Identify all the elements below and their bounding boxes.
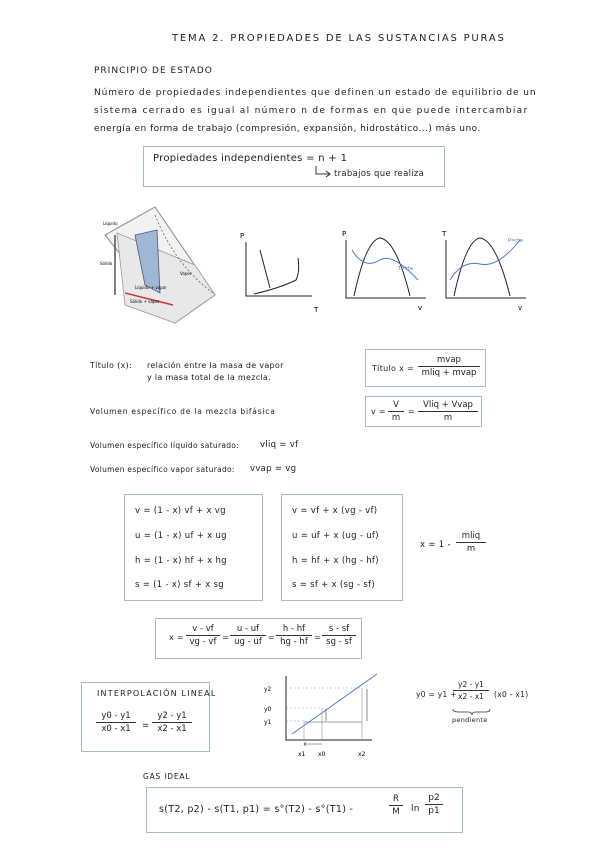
interpolation-eq: = xyxy=(142,721,150,731)
interpolation-l-den: x0 - x1 xyxy=(101,724,131,734)
quality-desc-1: relación entre la masa de vapor xyxy=(147,361,284,370)
solved-lhs: y0 = y1 + xyxy=(416,690,457,699)
interpolation-l-num: y0 - y1 xyxy=(101,711,131,721)
x-formula-num: mliq xyxy=(461,531,481,541)
quality-fractions-eq-2: = xyxy=(268,633,276,642)
pv-diagram xyxy=(340,230,430,310)
sat-liquid-value: vliq = vf xyxy=(260,440,299,450)
specific-volume-fraction-1 xyxy=(388,400,404,423)
principle-heading: PRINCIPIO DE ESTADO xyxy=(94,66,213,76)
solved-fraction xyxy=(453,680,489,701)
quality-fractions-box xyxy=(155,618,362,659)
ideal-gas-p-fraction xyxy=(425,793,443,816)
independent-properties-box xyxy=(143,146,445,187)
x-formula-lhs: x = 1 - xyxy=(420,540,451,550)
solved-tail: (x0 - x1) xyxy=(494,690,529,699)
mixture-box-2 xyxy=(281,494,403,601)
pv-x-label: v xyxy=(418,304,423,312)
tv-x-label: v xyxy=(518,304,523,312)
quality-den: mliq + mvap xyxy=(421,368,477,378)
quality-num: mvap xyxy=(437,355,461,365)
quality-formula-box xyxy=(365,349,486,387)
arrow-icon xyxy=(314,166,334,180)
pt-diagram xyxy=(240,232,320,312)
slope-label: pendiente xyxy=(452,716,488,724)
quality-fraction-s-den: sg - sf xyxy=(326,637,352,647)
solid-vapor-label: Sólido + vapor xyxy=(130,299,160,304)
interpolation-title: INTERPOLACIÓN LINEAL xyxy=(97,689,217,698)
ideal-gas-box xyxy=(146,787,463,833)
principle-line-2: sistema cerrado es igual al número n de formas en que puede intercambiar xyxy=(94,106,529,116)
quality-desc-2: y la masa total de la mezcla. xyxy=(147,373,271,382)
graph-y1-label: y1 xyxy=(264,719,272,726)
x-formula-fraction xyxy=(456,531,486,554)
graph-x0-label: x0 xyxy=(318,751,326,758)
ideal-gas-m: M xyxy=(392,807,400,817)
sat-vapor-label: Volumen específico vapor saturado: xyxy=(90,465,235,474)
solid-label: Sólido xyxy=(100,261,113,266)
graph-x1-label: x1 xyxy=(298,751,306,758)
graph-x2-label: x2 xyxy=(358,751,366,758)
interpolation-box xyxy=(81,682,217,752)
quality-fraction xyxy=(418,355,480,378)
specific-volume-f2-den: m xyxy=(443,413,453,423)
quality-fraction-u xyxy=(230,624,266,647)
specific-volume-f1-num: V xyxy=(393,400,399,410)
specific-volume-f1-den: m xyxy=(391,413,401,423)
specific-volume-eq: = xyxy=(408,407,416,416)
interpolation-r-den: x2 - x1 xyxy=(157,724,187,734)
tv-diagram xyxy=(440,230,530,310)
ideal-gas-p1: p1 xyxy=(428,806,440,816)
tv-isobar-label: P=cte xyxy=(508,238,523,244)
page-title: TEMA 2. PROPIEDADES DE LAS SUSTANCIAS PURAS xyxy=(172,33,506,44)
graph-y0-label: y0 xyxy=(264,706,272,713)
quality-formula-lhs: Título x = xyxy=(372,364,414,373)
quality-fractions-lhs: x = xyxy=(169,633,184,642)
pvt-surface-diagram xyxy=(95,205,225,325)
ideal-gas-rm-fraction xyxy=(389,794,403,817)
liquid-label: Líquido xyxy=(103,221,118,226)
quality-fraction-u-num: u - uf xyxy=(236,624,260,634)
mixture-box-1 xyxy=(124,494,263,601)
ideal-gas-heading: GAS IDEAL xyxy=(143,772,191,781)
principle-line-3: energía en forma de trabajo (compresión, expansión, hidrostático...) más uno. xyxy=(94,124,481,134)
pt-y-label: P xyxy=(240,232,245,240)
x-formula-den: m xyxy=(466,544,476,554)
ideal-gas-lhs: s(T2, p2) - s(T1, p1) = s°(T2) - s°(T1) - xyxy=(159,804,354,815)
mixture-2-line-h: h = hf + x (hg - hf) xyxy=(292,556,379,566)
mixture-1-line-v: v = (1 - x) vf + x vg xyxy=(135,506,226,516)
mixture-2-line-u: u = uf + x (ug - uf) xyxy=(292,531,379,541)
quality-fractions-eq-3: = xyxy=(314,633,322,642)
sat-liquid-label: Volumen específico líquido saturado: xyxy=(90,441,240,450)
principle-line-1: Número de propiedades independientes que definen un estado de equilibrio de un xyxy=(94,88,537,98)
slope-brace xyxy=(452,708,492,716)
ideal-gas-ln: ln xyxy=(411,804,420,814)
solved-den: x2 - x1 xyxy=(458,692,484,701)
specific-volume-fraction-2 xyxy=(418,400,478,423)
quality-fraction-h-den: hg - hf xyxy=(280,637,308,647)
liquid-vapor-label: Líquido + vapor xyxy=(135,285,167,290)
quality-fraction-s-num: s - sf xyxy=(328,624,350,634)
tv-y-label: T xyxy=(442,230,447,238)
graph-y2-label: y2 xyxy=(264,686,272,693)
mixture-2-line-s: s = sf + x (sg - sf) xyxy=(292,580,375,590)
quality-fractions-eq-1: = xyxy=(222,633,230,642)
mixture-1-line-u: u = (1 - x) uf + x ug xyxy=(135,531,227,541)
interpolation-left-fraction xyxy=(96,711,136,734)
quality-fraction-u-den: ug - uf xyxy=(234,637,262,647)
pt-x-label: T xyxy=(314,306,319,314)
quality-fraction-v xyxy=(186,624,220,647)
ideal-gas-r: R xyxy=(393,794,399,804)
mixture-1-line-h: h = (1 - x) hf + x hg xyxy=(135,556,227,566)
ideal-gas-p2: p2 xyxy=(428,793,440,803)
mixture-2-line-v: v = vf + x (vg - vf) xyxy=(292,506,378,516)
independent-properties-formula: Propiedades independientes = n + 1 xyxy=(153,153,348,164)
interpolation-r-num: y2 - y1 xyxy=(157,711,187,721)
specific-volume-lhs: v = xyxy=(371,407,386,416)
quality-fraction-h-num: h - hf xyxy=(282,624,306,634)
quality-fraction-v-den: vg - vf xyxy=(189,637,217,647)
quality-fraction-h xyxy=(276,624,312,647)
quality-label: Título (x): xyxy=(90,361,132,370)
solved-num: y2 - y1 xyxy=(458,680,484,689)
specific-volume-label: Volumen específico de la mezcla bifásica xyxy=(90,407,276,416)
pv-isotherm-label: T=cte xyxy=(398,266,414,272)
specific-volume-box xyxy=(365,396,482,427)
vapor-label: Vapor xyxy=(180,271,192,276)
mixture-1-line-s: s = (1 - x) sf + x sg xyxy=(135,580,225,590)
interpolation-right-fraction xyxy=(152,711,192,734)
interpolation-graph xyxy=(262,672,382,762)
quality-fraction-v-num: v - vf xyxy=(192,624,214,634)
pv-y-label: P xyxy=(342,230,347,238)
work-note: trabajos que realiza xyxy=(334,169,425,179)
sat-vapor-value: vvap = vg xyxy=(250,464,297,474)
quality-fraction-s xyxy=(322,624,356,647)
specific-volume-f2-num: Vliq + Vvap xyxy=(423,400,473,410)
